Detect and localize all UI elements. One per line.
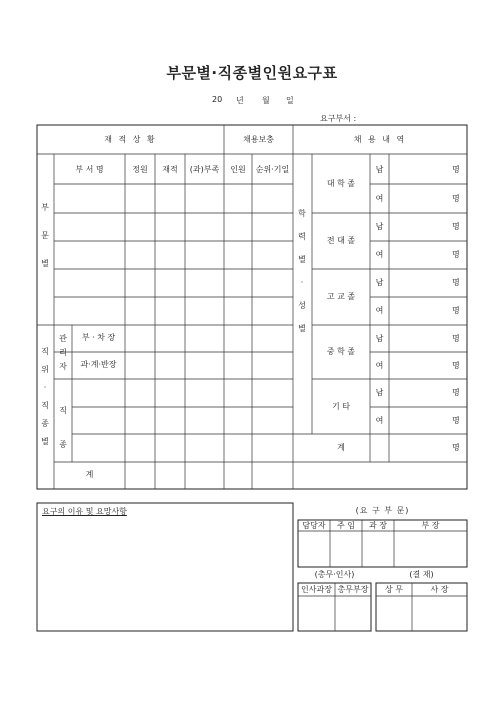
date-month-unit: 월: [262, 96, 270, 105]
date-year-unit: 년: [236, 96, 244, 105]
unit-label: 명: [452, 222, 460, 231]
gender-male: 남: [375, 278, 384, 287]
header-status: 재 적 상 황: [104, 135, 157, 144]
unit-label: 명: [452, 416, 460, 425]
approval-final-title: (결 재): [409, 570, 434, 579]
vertical-label-staff: 직 종: [59, 406, 67, 449]
header-details: 채 용 내 역: [353, 135, 407, 144]
request-dept-label: 요구부서 :: [320, 114, 357, 123]
right-total-label: 계: [337, 443, 345, 452]
approval-col-label: 주 임: [337, 521, 355, 530]
gender-male: 남: [375, 222, 384, 231]
edu-level-label: 기 타: [332, 402, 350, 411]
gender-female: 여: [375, 361, 384, 370]
unit-label: 명: [452, 165, 460, 174]
mgmt-row-label: 부 · 차 장: [81, 333, 116, 342]
reason-label: 요구의 이유 및 요망사항: [42, 507, 127, 516]
edu-level-label: 중 학 졸: [326, 347, 356, 356]
approval-col-label: 인사과장: [301, 585, 332, 594]
gender-male: 남: [375, 165, 384, 174]
header-hiring: 채용보충: [243, 135, 274, 144]
gender-female: 여: [375, 416, 384, 425]
approval-col-label: 담당자: [302, 521, 326, 530]
page-title: 부문별·직종별인원요구표: [166, 64, 338, 82]
date-day-unit: 일: [286, 96, 294, 105]
unit-label: 명: [452, 361, 460, 370]
edu-level-label: 대 학 졸: [326, 179, 356, 188]
approval-col-label: 사 장: [430, 585, 449, 594]
approval-col-label: 부 장: [421, 521, 440, 530]
vertical-label-edu-gender: 학 력 별 · 성 별: [298, 209, 306, 333]
date-year: 20: [212, 95, 223, 104]
unit-label: 명: [452, 250, 460, 259]
edu-level-label: 전 대 졸: [326, 236, 356, 245]
vertical-label-mgmt: 관 리 자: [59, 334, 67, 371]
approval-col-label: 과 장: [369, 521, 387, 530]
subheader-shortage: (과)부족: [189, 165, 220, 174]
subheader-enrolled: 재적: [162, 165, 178, 174]
approval-request-title: (요 구 부 문): [355, 506, 410, 515]
subheader-rank: 순위·기일: [255, 165, 290, 174]
edu-level-label: 고 교 졸: [326, 292, 356, 301]
unit-label: 명: [452, 306, 460, 315]
gender-female: 여: [375, 306, 384, 315]
subheader-dept-name: 부 서 명: [75, 165, 104, 174]
gender-male: 남: [375, 334, 384, 343]
mgmt-row-label: 과·계·반장: [80, 360, 117, 369]
subheader-personnel: 인원: [230, 165, 246, 174]
reason-box-border: [37, 503, 293, 631]
left-total-label: 계: [85, 470, 94, 479]
subheader-quota: 정원: [132, 165, 148, 174]
approval-col-label: 총무부장: [337, 585, 369, 594]
vertical-label-dept: 부 문 별: [41, 203, 49, 268]
unit-label-total: 명: [452, 443, 460, 452]
unit-label: 명: [452, 194, 460, 203]
unit-label: 명: [452, 388, 460, 397]
gender-female: 여: [375, 250, 384, 259]
vertical-label-job: 직 위 · 직 종 별: [41, 347, 49, 446]
unit-label: 명: [452, 278, 460, 287]
gender-male: 남: [375, 388, 384, 397]
gender-female: 여: [375, 194, 384, 203]
approval-hr-title: (총무·인사): [314, 570, 355, 579]
unit-label: 명: [452, 334, 460, 343]
approval-col-label: 상 무: [385, 585, 403, 594]
